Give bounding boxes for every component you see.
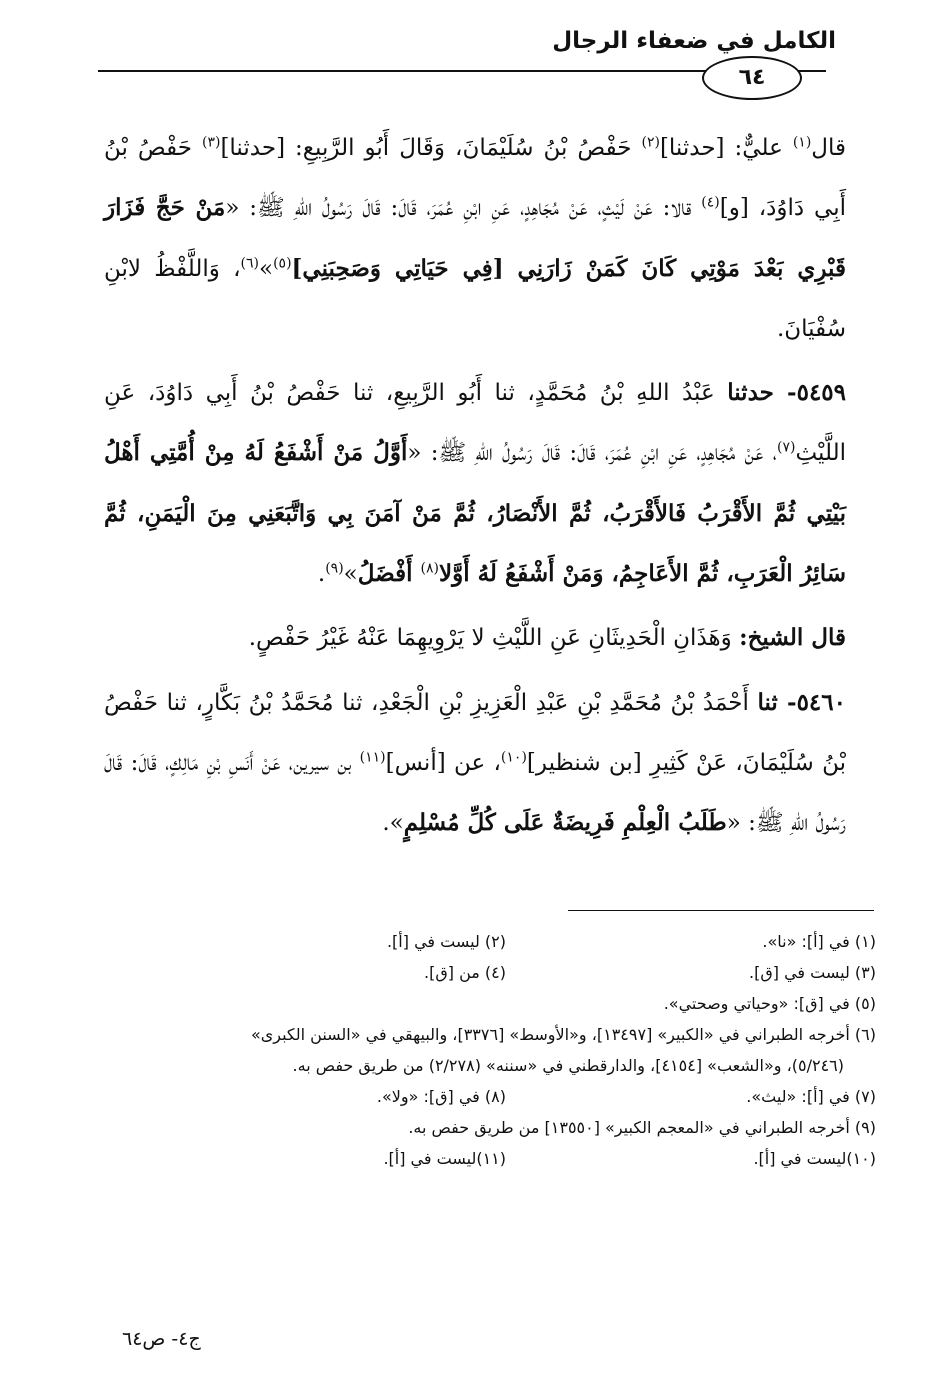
page-number-badge: ٦٤	[702, 56, 802, 100]
footnote-10: (١٠)ليست في [أ].	[753, 1149, 876, 1168]
paragraph-shaykh	[104, 608, 846, 668]
narration-lead: ثنا	[757, 688, 778, 716]
footnote-ref-4: (٤)	[701, 194, 720, 211]
hadith-number: ٥٤٦٠-	[777, 688, 846, 716]
text-segment: وَهَذَانِ الْحَدِيثَانِ عَنِ اللَّيْثِ لا يَرْوِيهِمَا عَنْهُ غَيْرُ حَفْصٍ.	[248, 625, 740, 652]
text-segment: عَبْدُ اللهِ بْنُ مُحَمَّدٍ، ثنا أَبُو الرَّبِيعِ، ثنا حَفْصُ بْنُ أَبِي دَاوُدَ، عَنِ اللَّيْثِ	[104, 380, 846, 467]
text-segment: عليٌّ: [حدثنا]	[659, 135, 793, 161]
footnote-6: (٦) أخرجه الطبراني في «الكبير» [١٣٤٩٧]، و«الأوسط» [٣٣٧٦]، والبيهقي في «السنن الكبرى»	[250, 1025, 876, 1044]
footnote-6-continued: (٥/٢٤٦)، و«الشعب» [٤١٥٤]، والدارقطني في «سننه» (٢/٢٧٨) من طريق حفص به.	[292, 1056, 844, 1075]
footnote-9: (٩) أخرجه الطبراني في «المعجم الكبير» [١٣٥٥٠] من طريق حفص به.	[408, 1118, 876, 1137]
footnote-ref-7: (٧)	[776, 439, 796, 456]
footnote-3: (٣) ليست في [ق].	[749, 963, 876, 982]
footnote-7: (٧) في [أ]: «ليث».	[746, 1087, 876, 1106]
text-segment: »	[343, 561, 358, 588]
footnote-2: (٢) ليست في [أ].	[386, 932, 506, 951]
hadith-number: ٥٤٥٩-	[773, 379, 847, 407]
text-segment: ، وَاللَّفْظُ لابْنِ سُفْيَانَ.	[104, 255, 846, 342]
text-segment: ».	[382, 810, 404, 837]
text-segment: حَفْصُ بْنُ سُلَيْمَانَ، وَقَالَ أَبُو الرَّبِيعِ: [حدثنا]	[220, 135, 642, 161]
footnote-5: (٥) في [ق]: «وحياتي وصحتي».	[663, 994, 876, 1013]
text-segment: حَفْصُ بْنُ أَبِي دَاوُدَ، [و]	[104, 135, 847, 222]
footnote-row	[100, 1143, 876, 1174]
hadith-text: طَلَبُ الْعِلْمِ فَرِيضَةٌ عَلَى كُلِّ مُسْلِمٍ	[403, 809, 727, 837]
text-segment: ، عن [أنس]	[385, 749, 501, 776]
text-segment: قالا: عَنْ لَيْثٍ، عَنْ مُجَاهِدٍ، عَنِ ابْنِ عُمَرَ، قَالَ: قَالَ رَسُولُ اللهِ ﷺ: «	[225, 195, 702, 222]
footnotes	[100, 926, 876, 1174]
text-segment: قال	[811, 135, 847, 161]
text-segment: أَحْمَدُ بْنُ مُحَمَّدِ بْنِ عَبْدِ الْعَزِيزِ بْنِ الْجَعْدِ، ثنا مُحَمَّدُ بْنُ بَكَّارٍ، ثنا حَفْصُ بْنُ سُلَيْمَانَ، عَنْ كَثِيرِ [بن شنظير]	[104, 689, 846, 776]
footnote-separator	[568, 910, 874, 911]
volume-page-reference: ج٤- ص٦٤	[122, 1328, 201, 1350]
footnote-ref-8: (٨)	[420, 560, 439, 577]
narration-lead: حدثنا	[727, 379, 774, 407]
hadith-text: أَوَّلُ مَنْ أَشْفَعُ لَهُ مِنْ أُمَّتِي أَهْلُ بَيْتِي ثُمَّ الأَقْرَبُ فَالأَقْرَبُ، ثُمَّ الأَنْصَارُ، ثُمَّ مَنْ آمَنَ بِي وَاتَّبَعَنِي مِنَ الْيَمَنِ، ثُمَّ سَائِرُ الْعَرَبِ، ثُمَّ الأَعَاجِمُ، وَمَنْ أَشْفَعُ لَهُ أَوَّلا	[104, 439, 846, 588]
paragraph-1	[104, 118, 846, 359]
footnote-ref-1: (١)	[792, 134, 812, 151]
footnote-ref-11: (١١)	[359, 749, 386, 766]
book-title: الكامل في ضعفاء الرجال	[552, 28, 836, 54]
text-segment: بن سيرين، عَنْ أَنَسِ بْنِ مَالِكٍ، قَالَ: قَالَ رَسُولُ اللهِ ﷺ: «	[104, 749, 846, 837]
footnote-ref-6: (٦)	[240, 254, 259, 271]
footnote-11: (١١)ليست في [أ].	[383, 1149, 506, 1168]
footnote-ref-10: (١٠)	[500, 749, 527, 766]
footnote-row	[100, 957, 876, 988]
text-segment: .	[317, 561, 326, 588]
footnote-ref-5: (٥)	[273, 254, 292, 271]
footnote-row	[100, 926, 876, 957]
paragraph-5460	[104, 673, 846, 854]
main-text	[104, 118, 846, 854]
footnote-ref-3: (٣)	[201, 134, 221, 151]
text-segment: »	[259, 255, 274, 282]
footnote-ref-9: (٩)	[325, 560, 344, 577]
footnote-4: (٤) من [ق].	[424, 963, 506, 982]
hadith-text: مَنْ حَجَّ فَزَارَ قَبْرِي بَعْدَ مَوْتِي كَانَ كَمَنْ زَارَنِي [فِي حَيَاتِي وَصَحِبَنِي]	[104, 194, 846, 282]
footnote-ref-2: (٢)	[641, 134, 660, 151]
paragraph-5459	[104, 363, 846, 604]
narration-lead: قال الشيخ:	[739, 624, 846, 652]
hadith-text-end: أَفْضَلُ	[357, 560, 421, 588]
footnote-8: (٨) في [ق]: «ولا».	[376, 1087, 506, 1106]
footnote-1: (١) في [أ]: «نا».	[762, 932, 876, 951]
text-segment: ، عَنْ مُجَاهِدٍ، عَنِ ابْنِ عُمَرَ، قَالَ: قَالَ رَسُولُ اللهِ ﷺ: «	[407, 440, 777, 467]
footnote-row	[100, 1081, 876, 1112]
